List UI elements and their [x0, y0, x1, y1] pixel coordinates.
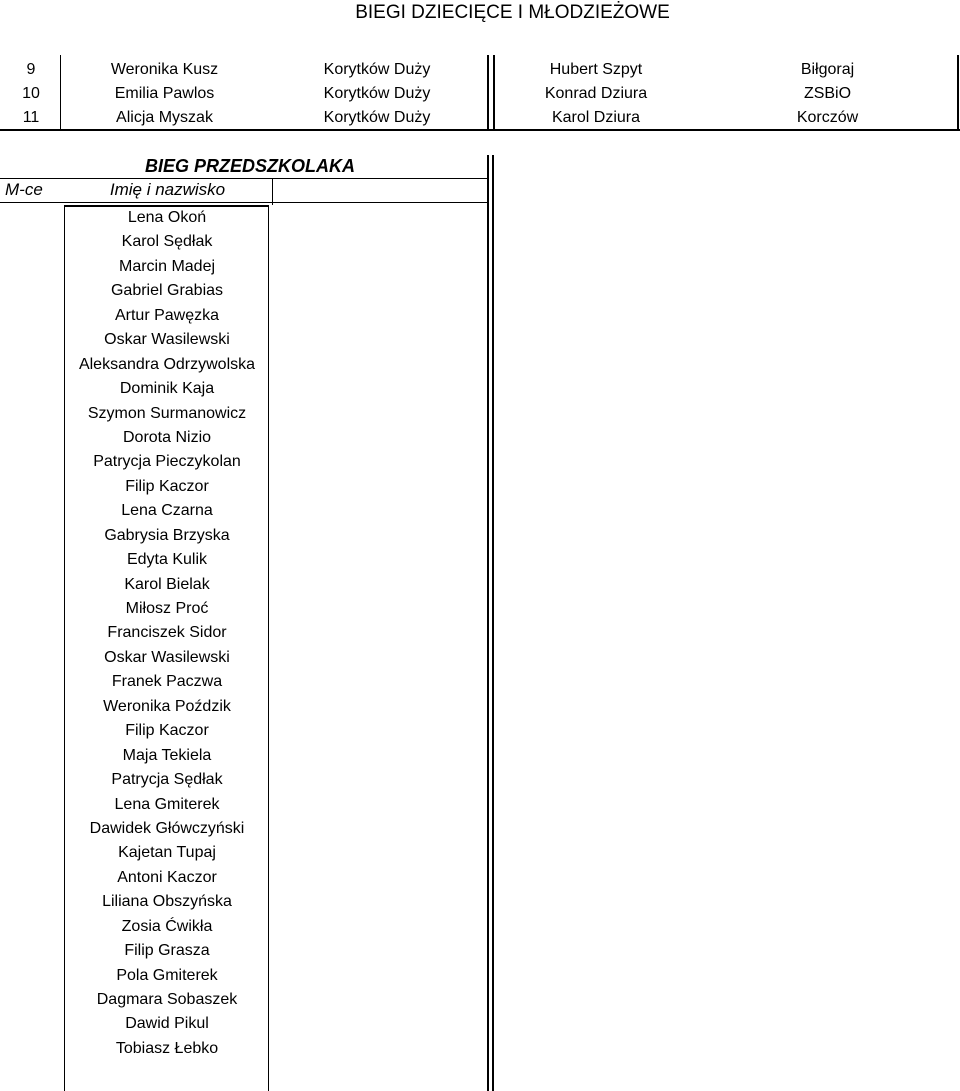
- list-item: Oskar Wasilewski: [104, 648, 230, 666]
- town-cell: Korytków Duży: [323, 109, 431, 126]
- row-divider: [0, 129, 960, 131]
- column-divider: [957, 55, 959, 131]
- club-cell: Korczów: [796, 109, 859, 126]
- list-item: Filip Grasza: [124, 942, 210, 960]
- list-item: Artur Pawęzka: [114, 306, 220, 324]
- table-row: [0, 105, 960, 130]
- column-divider: [268, 205, 269, 1091]
- list-item: Weronika Poździk: [103, 697, 231, 715]
- list-item: Franek Paczwa: [111, 673, 223, 691]
- list-item: Patrycja Pieczykolan: [93, 453, 241, 471]
- column-divider: [487, 155, 489, 1091]
- column-divider: [492, 155, 494, 1091]
- name-cell: Alicja Myszak: [116, 109, 213, 126]
- name-cell: Emilia Pawlos: [114, 85, 215, 102]
- town-cell: Korytków Duży: [323, 61, 431, 78]
- list-item: Miłosz Proć: [125, 600, 209, 617]
- list-item: Gabriel Grabias: [110, 282, 224, 300]
- list-item: Aleksandra Odrzywolska: [78, 355, 256, 373]
- place-cell: 9: [26, 61, 36, 78]
- list-item: Dominik Kaja: [119, 380, 215, 398]
- club-cell: ZSBiO: [803, 85, 852, 102]
- name-cell: Weronika Kusz: [110, 61, 219, 78]
- list-item: Maja Tekiela: [122, 746, 212, 764]
- list-item: Gabrysia Brzyska: [104, 526, 230, 544]
- table-row: [0, 81, 960, 106]
- list-item: Dawid Pikul: [125, 1015, 209, 1033]
- results-table-top: [0, 55, 960, 131]
- list-item: Pola Gmiterek: [116, 966, 218, 984]
- place-cell: 10: [22, 85, 40, 102]
- list-item: Oskar Wasilewski: [104, 331, 230, 349]
- list-item: Lena Okoń: [127, 209, 207, 226]
- place-cell: 11: [22, 109, 40, 126]
- coach-cell: Konrad Dziura: [544, 85, 648, 102]
- names-list: [66, 206, 268, 1061]
- list-item: Dorota Nizio: [122, 428, 212, 446]
- list-item: Patrycja Sędłak: [111, 771, 223, 789]
- section-title: BIEG PRZEDSZKOLAKA: [144, 156, 355, 176]
- row-divider: [0, 178, 489, 179]
- list-item: Marcin Madej: [118, 257, 216, 275]
- list-item: Filip Kaczor: [125, 477, 209, 495]
- list-item: Zosia Ćwikła: [121, 917, 213, 935]
- list-item: Franciszek Sidor: [107, 624, 227, 642]
- list-item: Dagmara Sobaszek: [96, 991, 238, 1008]
- list-item: Lena Gmiterek: [114, 795, 220, 813]
- page-title: BIEGI DZIECIĘCE I MŁODZIEŻOWE: [355, 2, 670, 23]
- column-divider: [60, 55, 61, 131]
- header-name: Imię i nazwisko: [109, 180, 226, 199]
- list-item: Edyta Kulik: [126, 551, 208, 569]
- coach-cell: Hubert Szpyt: [549, 61, 643, 78]
- header-place: M-ce: [5, 180, 43, 199]
- list-item: Szymon Surmanowicz: [87, 404, 247, 422]
- town-cell: Korytków Duży: [323, 85, 431, 102]
- list-item: Karol Bielak: [124, 575, 210, 593]
- column-divider: [487, 55, 489, 131]
- list-item: Liliana Obszyńska: [102, 893, 232, 911]
- list-item: Lena Czarna: [121, 502, 213, 520]
- list-item: Karol Sędłak: [121, 233, 213, 251]
- list-item: Kajetan Tupaj: [118, 844, 216, 862]
- table-row: [0, 57, 960, 82]
- club-cell: Biłgoraj: [800, 61, 855, 78]
- list-item: Filip Kaczor: [125, 722, 209, 740]
- column-divider: [64, 205, 65, 1091]
- list-item: Tobiasz Łebko: [115, 1039, 219, 1057]
- list-item: Antoni Kaczor: [117, 868, 217, 886]
- row-divider: [0, 202, 489, 203]
- column-divider: [493, 55, 495, 131]
- coach-cell: Karol Dziura: [551, 109, 641, 126]
- list-item: Dawidek Główczyński: [89, 819, 245, 837]
